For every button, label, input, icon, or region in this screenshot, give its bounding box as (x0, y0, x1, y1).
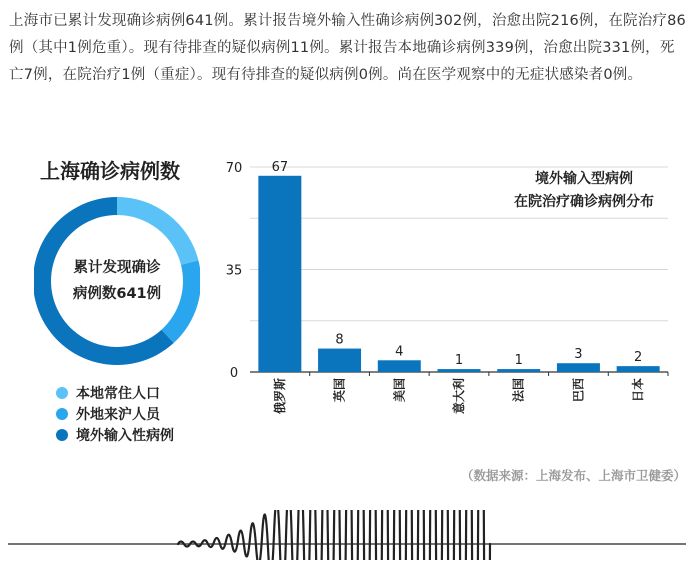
donut-legend (56, 382, 174, 445)
x-tick-label-4: 法国 (511, 378, 526, 403)
legend-swatch-external (56, 408, 68, 420)
bar-3 (438, 369, 481, 372)
legend-item-local (56, 382, 174, 403)
x-tick-label-0: 俄罗斯 (272, 378, 287, 415)
donut-center-line1: 累计发现确诊 (73, 260, 161, 276)
intro-paragraph: 上海市已累计发现确诊病例641例。累计报告境外输入性确诊病例302例，治愈出院216例，在院治疗86例（其中1例危重）。现有待排查的疑似病例11例。累计报告本地确诊病例339例，治愈出院331例，死亡7例，在院治疗1例（重症）。现有待排查的疑似病例0例。尚在医学观察中的无症状感染者0例。 (9, 13, 686, 83)
legend-item-external (56, 403, 174, 424)
legend-swatch-imported (56, 429, 68, 441)
legend-item-imported (56, 424, 174, 445)
x-tick-label-6: 日本 (631, 378, 646, 403)
waveform-squiggle (178, 510, 490, 560)
bar-0 (258, 176, 301, 372)
bar-chart (210, 150, 680, 420)
bar-value-label-4: 1 (514, 353, 523, 369)
x-tick-label-5: 巴西 (571, 378, 586, 403)
bar-value-label-1: 8 (335, 332, 344, 348)
bar-value-label-2: 4 (395, 344, 404, 360)
bar-value-label-0: 67 (271, 159, 289, 175)
bar-chart-title-line2: 在院治疗确诊病例分布 (514, 194, 654, 210)
bar-value-label-3: 1 (454, 353, 464, 369)
waveform-divider (0, 510, 694, 560)
data-source: （数据来源：上海发布、上海市卫健委） (460, 468, 686, 483)
x-tick-label-1: 英国 (332, 378, 347, 403)
bar-5 (557, 363, 600, 372)
bar-2 (378, 360, 421, 372)
bar-chart-title-line1: 境外输入型病例 (535, 171, 633, 187)
bar-value-label-6: 2 (634, 350, 643, 366)
donut-center-label (55, 255, 179, 307)
bar-6 (617, 366, 660, 372)
bar-4 (497, 369, 540, 372)
bar-1 (318, 349, 361, 372)
y-tick-label-2: 70 (225, 161, 243, 176)
y-tick-label-0: 0 (229, 366, 239, 381)
legend-swatch-local (56, 387, 68, 399)
legend-label-imported: 境外输入性病例 (76, 427, 174, 444)
bar-value-label-5: 3 (574, 347, 583, 363)
x-tick-label-2: 美国 (392, 378, 407, 403)
legend-label-external: 外地来沪人员 (76, 406, 160, 423)
y-tick-label-1: 35 (225, 263, 243, 279)
donut-center-line2: 病例数641例 (72, 286, 162, 302)
donut-chart-title: 上海确诊病例数 (40, 159, 180, 183)
x-tick-label-3: 意大利 (452, 378, 466, 415)
legend-label-local: 本地常住人口 (76, 385, 160, 402)
